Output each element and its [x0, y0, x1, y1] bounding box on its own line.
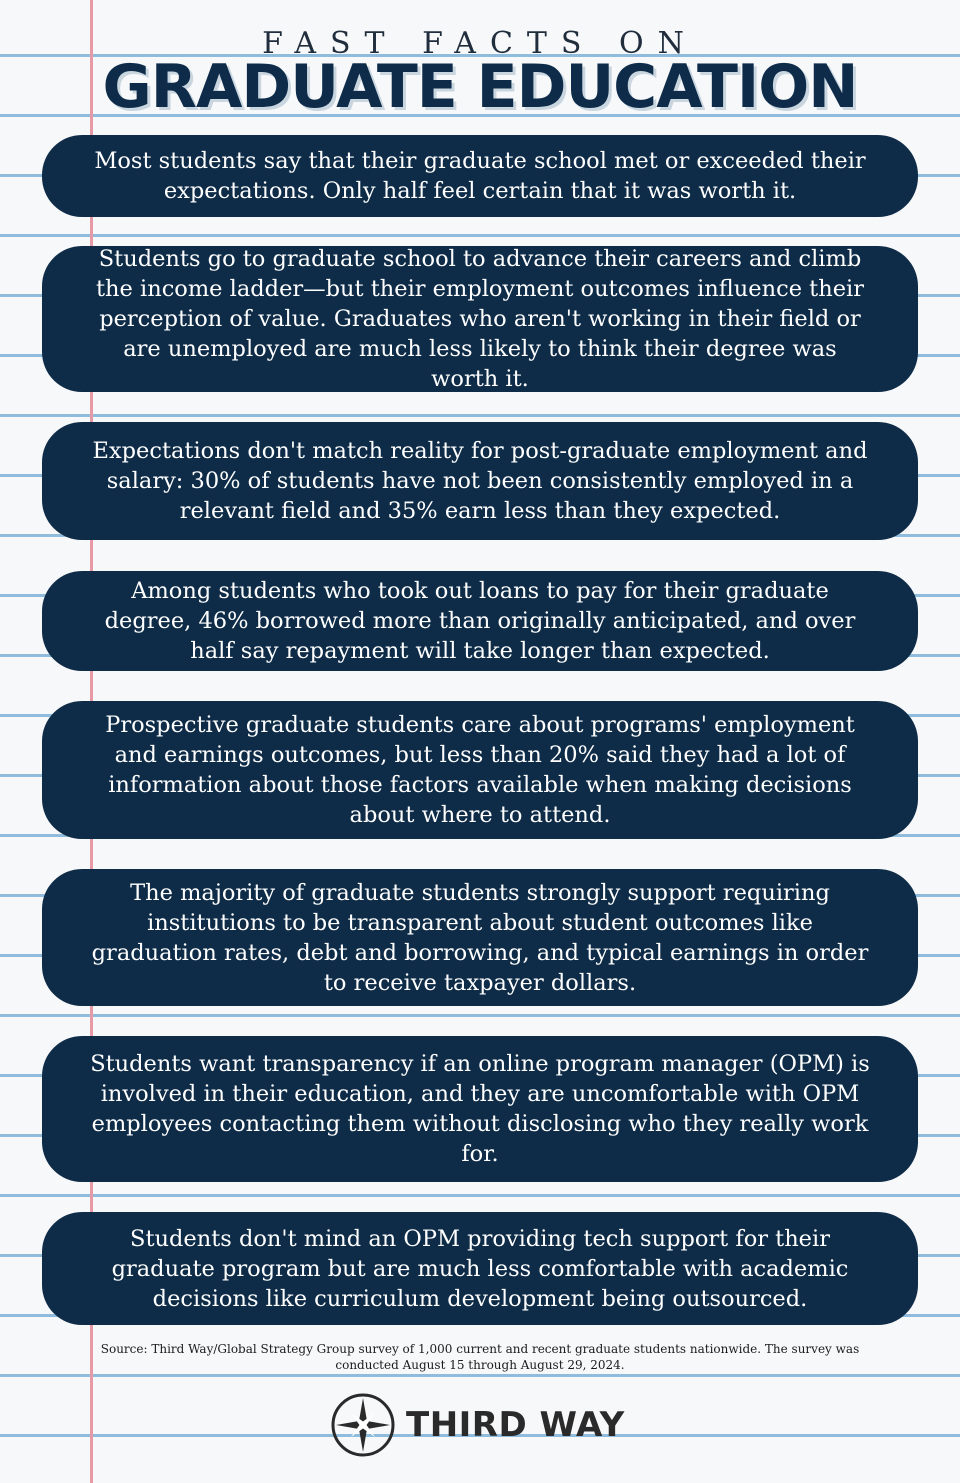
- fact-card-2: Students go to graduate school to advance their careers and climb the income ladder—but their employment outcomes influence their perception of value. Graduates who aren't working in their field or are unemployed are much less likely to think their degree was worth it.: [42, 246, 918, 392]
- third-way-logo: [330, 1392, 625, 1458]
- fact-card-1: Most students say that their graduate school met or exceeded their expectations. Only half feel certain that it was worth it.: [42, 135, 918, 217]
- fact-card-4: Among students who took out loans to pay for their graduate degree, 46% borrowed more than originally anticipated, and over half say repayment will take longer than expected.: [42, 571, 918, 671]
- source-note: Source: Third Way/Global Strategy Group survey of 1,000 current and recent graduate students nationwide. The survey was conducted August 15 through August 29, 2024.: [100, 1342, 860, 1372]
- fact-card-6: The majority of graduate students strongly support requiring institutions to be transparent about student outcomes like graduation rates, debt and borrowing, and typical earnings in order to receive taxpayer dollars.: [42, 869, 918, 1006]
- fact-card-3: Expectations don't match reality for post-graduate employment and salary: 30% of students have not been consistently employed in a relevant field and 35% earn less than they expected.: [42, 422, 918, 540]
- fact-card-8: Students don't mind an OPM providing tech support for their graduate program but are much less comfortable with academic decisions like curriculum development being outsourced.: [42, 1212, 918, 1325]
- page-title: GRADUATE EDUCATION: [102, 52, 858, 122]
- page-kicker: FAST FACTS ON: [262, 26, 698, 61]
- compass-star-icon: [330, 1392, 396, 1458]
- logo-text: THIRD WAY: [406, 1405, 625, 1445]
- fact-card-7: Students want transparency if an online program manager (OPM) is involved in their education, and they are uncomfortable with OPM employees contacting them without disclosing who they really work for.: [42, 1036, 918, 1182]
- fact-card-5: Prospective graduate students care about programs' employment and earnings outcomes, but less than 20% said they had a lot of information about those factors available when making decisions about where to attend.: [42, 701, 918, 839]
